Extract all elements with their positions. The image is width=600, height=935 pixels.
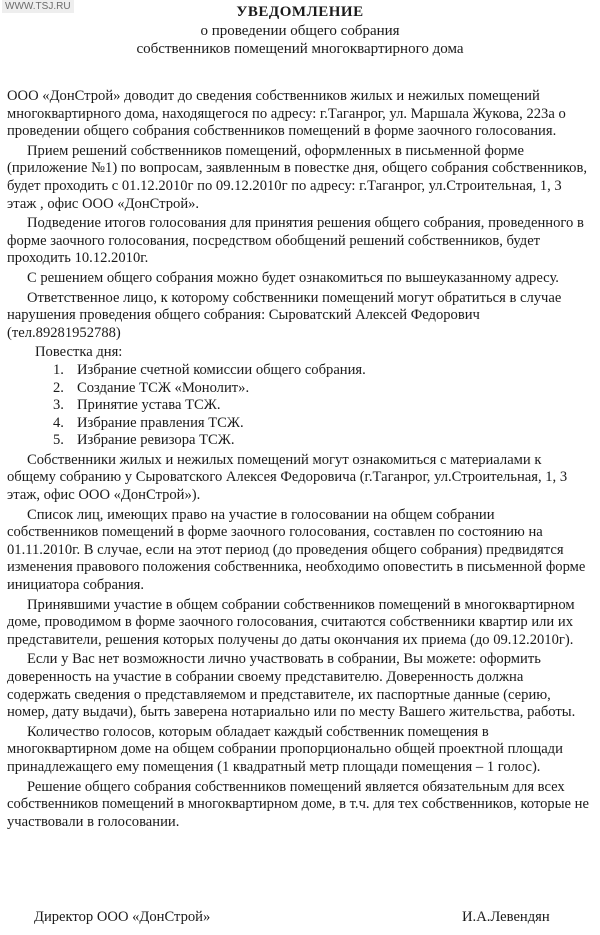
agenda-heading: Повестка дня:	[35, 344, 123, 361]
document-subtitle-line1: о проведении общего собрания	[200, 23, 400, 39]
document-subtitle-line2: собственников помещений многоквартирного дома	[136, 41, 464, 57]
agenda-item-text: Принятие устава ТСЖ.	[77, 397, 221, 414]
agenda-list	[7, 362, 589, 450]
watermark: WWW.TSJ.RU	[2, 0, 74, 13]
paragraph-binding: Решение общего собрания собственников помещений является обязательным для всех собственников помещений в многоквартирном доме, в т.ч. для тех собственников, которые не участвовали в голосовании.	[7, 778, 589, 830]
agenda-item-number: 5.	[53, 432, 64, 449]
agenda-item	[7, 380, 589, 398]
paragraph-reception: Прием решений собственников помещений, оформленных в письменной форме (приложение №1) по вопросам, заявленным в повестке дня, общего собрания собственников, будет проходить с 01.12.2010г по 09.12.2010г по адресу: г.Таганрог, ул.Строительная, 1, 3 этаж , офис ООО «ДонСтрой».	[7, 142, 587, 212]
agenda-item-number: 3.	[53, 397, 64, 414]
agenda-item-number: 4.	[53, 414, 64, 431]
signatory-position: Директор ООО «ДонСтрой»	[34, 909, 211, 925]
signatory-name: И.А.Левендян	[462, 909, 550, 925]
paragraph-participants: Принявшими участие в общем собрании собственников помещений в многоквартирном доме, проводимом в форме заочного голосования, считаются собственники квартир или их представители, решения которых получены до даты окончания их приема (до 09.12.2010г).	[7, 596, 575, 648]
document-body	[7, 88, 589, 833]
agenda-item-number: 1.	[53, 361, 64, 378]
paragraph-decision-info: С решением общего собрания можно будет ознакомиться по вышеуказанному адресу.	[27, 269, 559, 286]
agenda-item-text: Избрание правления ТСЖ.	[77, 414, 244, 431]
paragraph-materials: Собственники жилых и нежилых помещений могут ознакомиться с материалами к общему собранию у Сыроватского Алексея Федоровича (г.Таганрог, ул.Строительная, 1, 3 этаж, офис ООО «ДонСтрой»).	[7, 451, 568, 504]
agenda-item	[7, 362, 589, 380]
agenda-item	[7, 415, 589, 433]
paragraph-responsible: Ответственное лицо, к которому собственники помещений могут обратиться в случае нарушения проведения общего собрания: Сыроватский Алексей Федорович (тел.89281952788)	[7, 289, 562, 341]
paragraph-results: Подведение итогов голосования для принятия решения общего собрания, проведенного в форме заочного голосования, посредством обобщений решений собственников, будет проходить 10.12.2010г.	[7, 215, 584, 267]
agenda-item-text: Избрание ревизора ТСЖ.	[77, 432, 235, 449]
paragraph-votes: Количество голосов, которым обладает каждый собственник помещения в многоквартирном доме на общем собрании пропорционально общей проектной площади принадлежащего ему помещения (1 квадратный метр площади помещения – 1 голос).	[7, 723, 563, 775]
agenda-item-number: 2.	[53, 379, 64, 396]
agenda-item	[7, 397, 589, 415]
document-title: УВЕДОМЛЕНИЕ	[236, 4, 364, 20]
agenda-item-text: Избрание счетной комиссии общего собрания.	[77, 361, 366, 378]
paragraph-list-of-persons: Список лиц, имеющих право на участие в голосовании на общем собрании собственников помещений в форме заочного голосования, составлен по состоянию на 01.11.2010г. В случае, если на этот период (до проведения общего собрания) предвидятся изменения правового положения собственника, необходимо оповестить в письменной форме инициатора собрания.	[7, 506, 586, 594]
paragraph-proxy: Если у Вас нет возможности лично участвовать в собрании, Вы можете: оформить доверенность на участие в собрании своему представителю. Доверенность должна содержать сведения о представляемом и представителе, их паспортные данные (серию, номер, дату выдачи), быть заверена нотариально или по месту Вашего жительства, работы.	[7, 651, 576, 721]
paragraph-intro: ООО «ДонСтрой» доводит до сведения собственников жилых и нежилых помещений многоквартирного дома, находящегося по адресу: г.Таганрог, ул. Маршала Жукова, 223а о проведении общего собрания собственников помещений в форме заочного голосования.	[7, 88, 566, 140]
agenda-item-text: Создание ТСЖ «Монолит».	[77, 379, 250, 396]
agenda-item	[7, 432, 589, 450]
